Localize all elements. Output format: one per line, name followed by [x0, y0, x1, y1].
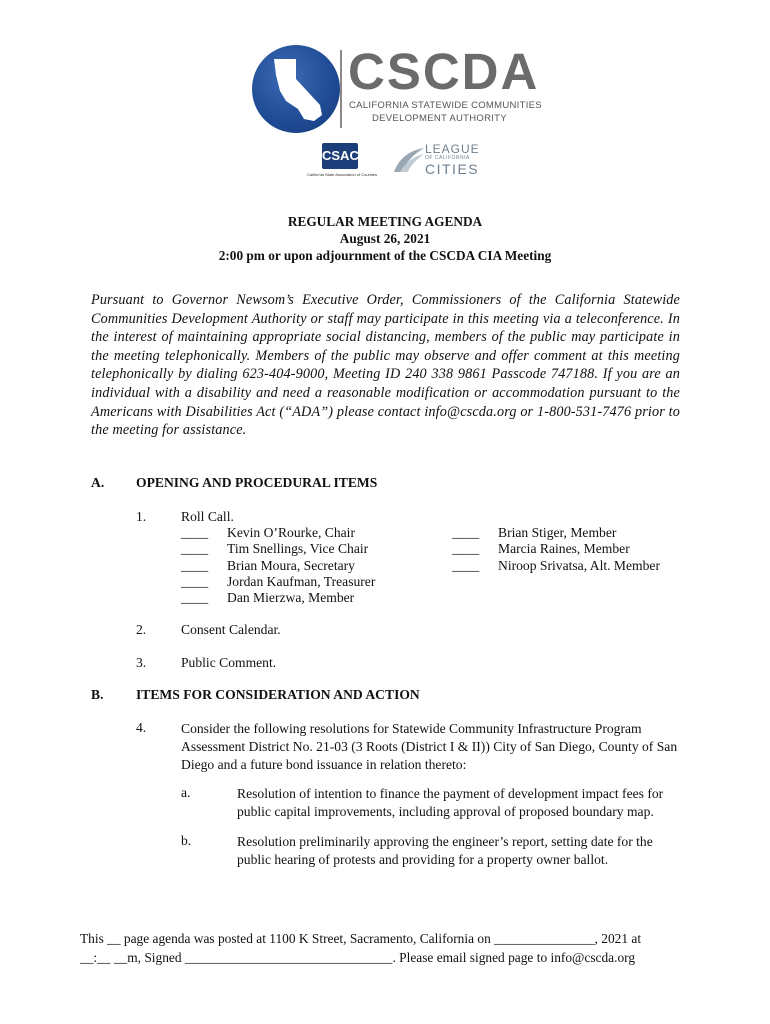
- attendance-blank: ____: [452, 541, 480, 557]
- posting-line-2: __:__ __m, Signed _______________________________. Please email signed page to info@cscda.org: [80, 949, 636, 965]
- attendance-blank: ____: [181, 557, 209, 573]
- item-2-number: 2.: [136, 622, 147, 637]
- league-of-california-cities-logo: [425, 143, 480, 176]
- agenda-time: 2:00 pm or upon adjournment of the CSCDA CIA Meeting: [218, 248, 552, 263]
- attendance-blank: ____: [181, 573, 209, 589]
- attendance-blank: ____: [452, 525, 480, 540]
- member-name: Kevin O’Rourke, Chair: [227, 525, 355, 540]
- league-swoosh-icon: [392, 146, 426, 179]
- league-line3: CITIES: [425, 161, 480, 177]
- teleconference-notice: Pursuant to Governor Newsom’s Executive Order, Commissioners of the California Statewide Communities Development Authority or staff may participate in this meeting via a teleconference. In the interest of maintaining appropriate social distancing, members of the public may participate in the meeting telephonically. Members of the public may observe and offer comment at this meeting telephonically by dialing 623-404-9000, Meeting ID 240 338 9861 Passcode 747188. If you are an individual with a disability and need a reasonable modification or accommodation pursuant to the Americans with Disabilities Act (“ADA”) please contact info@cscda.org or 1-800-531-7476 prior to the meeting for assistance.: [91, 292, 680, 439]
- agenda-date: August 26, 2021: [339, 231, 431, 246]
- section-a-title: OPENING AND PROCEDURAL ITEMS: [136, 475, 378, 490]
- item-1-number: 1.: [136, 509, 147, 524]
- member-name: Marcia Raines, Member: [498, 541, 630, 557]
- roll-call-label: Roll Call.: [181, 509, 234, 524]
- agenda-title: REGULAR MEETING AGENDA: [287, 214, 483, 229]
- public-comment-label: Public Comment.: [181, 655, 277, 670]
- cscda-subtitle-line1: CALIFORNIA STATEWIDE COMMUNITIES: [349, 100, 542, 111]
- member-name: Brian Moura, Secretary: [227, 557, 355, 573]
- item-4-number: 4.: [136, 720, 147, 735]
- cscda-subtitle-line2: DEVELOPMENT AUTHORITY: [372, 113, 507, 124]
- sub-item-a-letter: a.: [181, 785, 191, 800]
- member-name: Tim Snellings, Vice Chair: [227, 541, 369, 557]
- sub-item-b-text: Resolution preliminarily approving the engineer’s report, setting date for the public hearing of protests and providing for a property owner ballot.: [237, 834, 653, 867]
- roll-row: [181, 541, 375, 557]
- roll-row: [452, 541, 660, 557]
- posting-certification: [80, 930, 680, 967]
- attendance-blank: ____: [452, 557, 480, 573]
- attendance-blank: ____: [181, 541, 209, 557]
- cscda-logo-emblem: [252, 45, 340, 133]
- posting-line-1: This __ page agenda was posted at 1100 K Street, Sacramento, California on _______________, 2021 at: [80, 931, 642, 946]
- member-name: Brian Stiger, Member: [498, 525, 617, 540]
- section-a-letter: A.: [91, 475, 105, 490]
- sub-item-b-letter: b.: [181, 833, 192, 848]
- roll-row: [181, 558, 375, 574]
- league-line1: LEAGUE: [425, 142, 480, 156]
- california-state-icon: [252, 45, 340, 133]
- member-name: Jordan Kaufman, Treasurer: [227, 573, 376, 589]
- item-4-text: Consider the following resolutions for Statewide Community Infrastructure Program Assessment District No. 21-03 (3 Roots (District I & II)) City of San Diego, County of San Diego and a future bond issuance in relation thereto:: [181, 721, 678, 772]
- attendance-blank: ____: [181, 590, 209, 606]
- roll-row: [181, 574, 375, 590]
- league-line2: OF CALIFORNIA: [425, 155, 470, 161]
- roll-call-left-column: [181, 525, 375, 606]
- section-b-letter: B.: [91, 687, 104, 702]
- attendance-blank: ____: [181, 525, 209, 540]
- logo-divider: [340, 50, 342, 128]
- sub-item-a-text: Resolution of intention to finance the payment of development impact fees for public capital improvements, including approval of proposed boundary map.: [237, 786, 664, 819]
- roll-row: [181, 525, 375, 541]
- roll-row: [181, 590, 375, 606]
- csac-logo: CSAC: [322, 143, 358, 169]
- roll-row: [452, 558, 660, 574]
- consent-calendar-label: Consent Calendar.: [181, 622, 281, 637]
- member-name: Niroop Srivatsa, Alt. Member: [498, 557, 660, 573]
- member-name: Dan Mierzwa, Member: [227, 590, 355, 606]
- roll-call-right-column: [452, 525, 660, 574]
- csac-caption: California State Association of Counties: [306, 172, 378, 177]
- roll-row: [452, 525, 660, 541]
- item-3-number: 3.: [136, 655, 147, 670]
- cscda-wordmark: CSCDA: [348, 43, 540, 100]
- section-b-title: ITEMS FOR CONSIDERATION AND ACTION: [136, 687, 420, 702]
